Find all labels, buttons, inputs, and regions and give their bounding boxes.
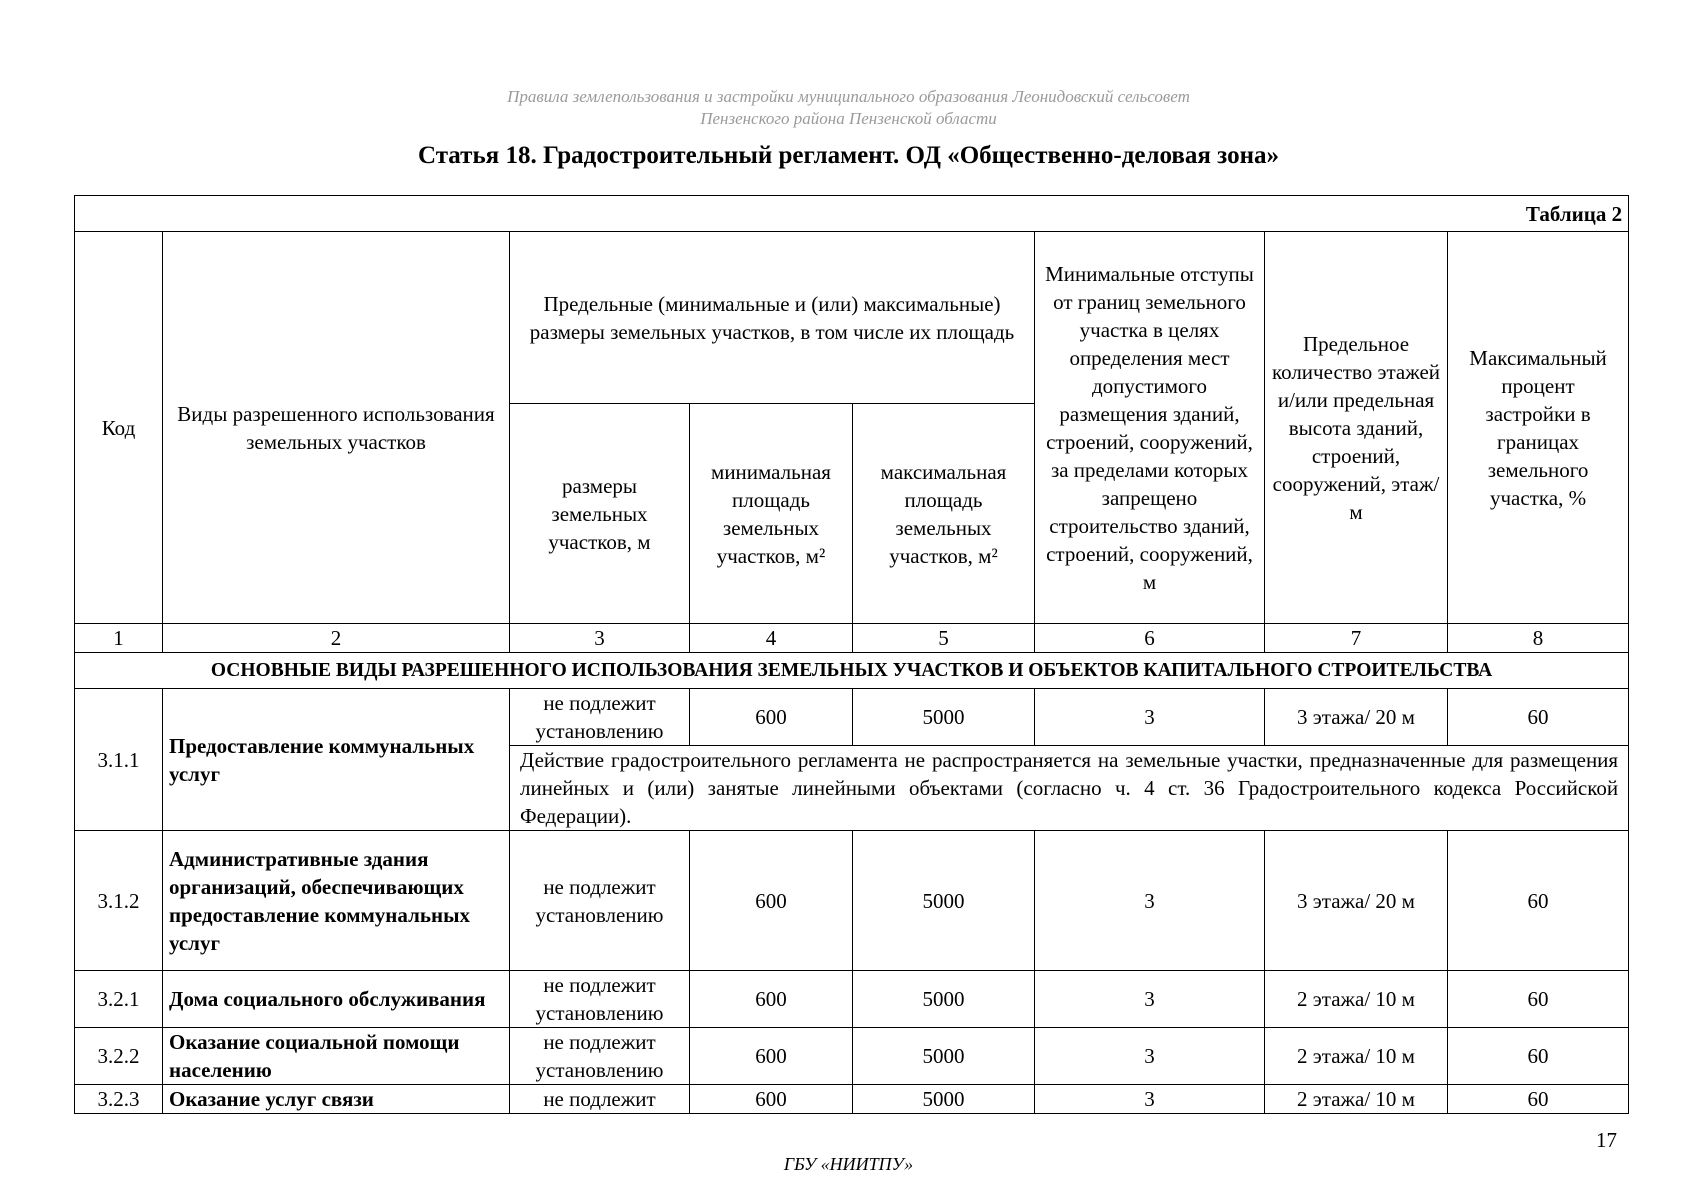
row-floors: 2 этажа/ 10 м [1265, 1028, 1448, 1085]
row-coverage: 60 [1448, 1028, 1629, 1085]
column-number: 6 [1035, 624, 1265, 653]
row-size: не подлежит установлению [510, 1028, 690, 1085]
row-setback: 3 [1035, 831, 1265, 971]
table-row [75, 831, 1629, 971]
header-sizes-group: Предельные (минимальные и (или) максимальные) размеры земельных участков, в том числе их площадь [510, 232, 1035, 404]
row-coverage: 60 [1448, 971, 1629, 1028]
running-header-line-1: Правила землепользования и застройки муниципального образования Леонидовский сельсовет [507, 87, 1190, 106]
table-caption: Таблица 2 [75, 196, 1629, 232]
footer-organization: ГБУ «НИИТПУ» [783, 1154, 914, 1174]
header-use: Виды разрешенного использования земельных участков [163, 232, 510, 624]
row-max-area: 5000 [853, 1085, 1035, 1114]
row-code: 3.2.1 [75, 971, 163, 1028]
running-header-line-2: Пензенского района Пензенской области [700, 109, 997, 128]
caption-row [75, 196, 1629, 232]
row-code: 3.1.1 [75, 689, 163, 831]
header-size: размеры земельных участков, м [510, 404, 690, 624]
row-coverage: 60 [1448, 1085, 1629, 1114]
row-code: 3.2.3 [75, 1085, 163, 1114]
row-coverage: 60 [1448, 689, 1629, 746]
row-min-area: 600 [690, 1028, 853, 1085]
row-max-area: 5000 [853, 971, 1035, 1028]
row-max-area: 5000 [853, 689, 1035, 746]
table-row [75, 971, 1629, 1028]
header-setback: Минимальные отступы от границ земельного участка в целях определения мест допустимого размещения зданий, строений, сооружений, за пределами которых запрещено строительство зданий, строений, сооружений, м [1035, 232, 1265, 624]
header-floors: Предельное количество этажей и/или предельная высота зданий, строений, сооружений, этаж/м [1265, 232, 1448, 624]
row-use: Административные здания организаций, обеспечивающих предоставление коммунальных услуг [163, 831, 510, 971]
header-max-area: максимальная площадь земельных участков, м² [853, 404, 1035, 624]
row-floors: 3 этажа/ 20 м [1265, 689, 1448, 746]
row-min-area: 600 [690, 689, 853, 746]
header-min-area: минимальная площадь земельных участков, м² [690, 404, 853, 624]
row-floors: 3 этажа/ 20 м [1265, 831, 1448, 971]
row-size: не подлежит [510, 1085, 690, 1114]
row-code: 3.2.2 [75, 1028, 163, 1085]
header-row-top [75, 232, 1629, 404]
section-row [75, 653, 1629, 689]
row-note: Действие градостроительного регламента не распространяется на земельные участки, предназначенные для размещения линейных и (или) занятые линейными объектами (согласно ч. 4 ст. 36 Градостроительного кодекса Российской Федерации). [510, 746, 1629, 831]
row-setback: 3 [1035, 971, 1265, 1028]
row-floors: 2 этажа/ 10 м [1265, 1085, 1448, 1114]
row-floors: 2 этажа/ 10 м [1265, 971, 1448, 1028]
column-number: 1 [75, 624, 163, 653]
row-setback: 3 [1035, 1028, 1265, 1085]
row-use: Дома социального обслуживания [163, 971, 510, 1028]
article-title: Статья 18. Градостроительный регламент. ОД «Общественно-деловая зона» [418, 142, 1279, 169]
row-min-area: 600 [690, 1085, 853, 1114]
row-size: не подлежит установлению [510, 689, 690, 746]
regulation-table [74, 195, 1629, 1114]
table-row [75, 1085, 1629, 1114]
row-setback: 3 [1035, 1085, 1265, 1114]
column-number: 7 [1265, 624, 1448, 653]
row-size: не подлежит установлению [510, 831, 690, 971]
row-size: не подлежит установлению [510, 971, 690, 1028]
column-number: 3 [510, 624, 690, 653]
row-use: Оказание социальной помощи населению [163, 1028, 510, 1085]
section-title: ОСНОВНЫЕ ВИДЫ РАЗРЕШЕННОГО ИСПОЛЬЗОВАНИЯ ЗЕМЕЛЬНЫХ УЧАСТКОВ И ОБЪЕКТОВ КАПИТАЛЬНОГО СТРОИТЕЛЬСТВА [75, 653, 1629, 689]
column-numbers-row [75, 624, 1629, 653]
column-number: 5 [853, 624, 1035, 653]
row-max-area: 5000 [853, 1028, 1035, 1085]
column-number: 4 [690, 624, 853, 653]
header-code: Код [75, 232, 163, 624]
table-row [75, 689, 1629, 746]
row-setback: 3 [1035, 689, 1265, 746]
row-min-area: 600 [690, 831, 853, 971]
column-number: 8 [1448, 624, 1629, 653]
table-row [75, 1028, 1629, 1085]
row-use: Оказание услуг связи [163, 1085, 510, 1114]
row-code: 3.1.2 [75, 831, 163, 971]
row-max-area: 5000 [853, 831, 1035, 971]
row-coverage: 60 [1448, 831, 1629, 971]
row-min-area: 600 [690, 971, 853, 1028]
column-number: 2 [163, 624, 510, 653]
page-number: 17 [1596, 1128, 1617, 1152]
row-use: Предоставление коммунальных услуг [163, 689, 510, 831]
header-coverage: Максимальный процент застройки в границах земельного участка, % [1448, 232, 1629, 624]
